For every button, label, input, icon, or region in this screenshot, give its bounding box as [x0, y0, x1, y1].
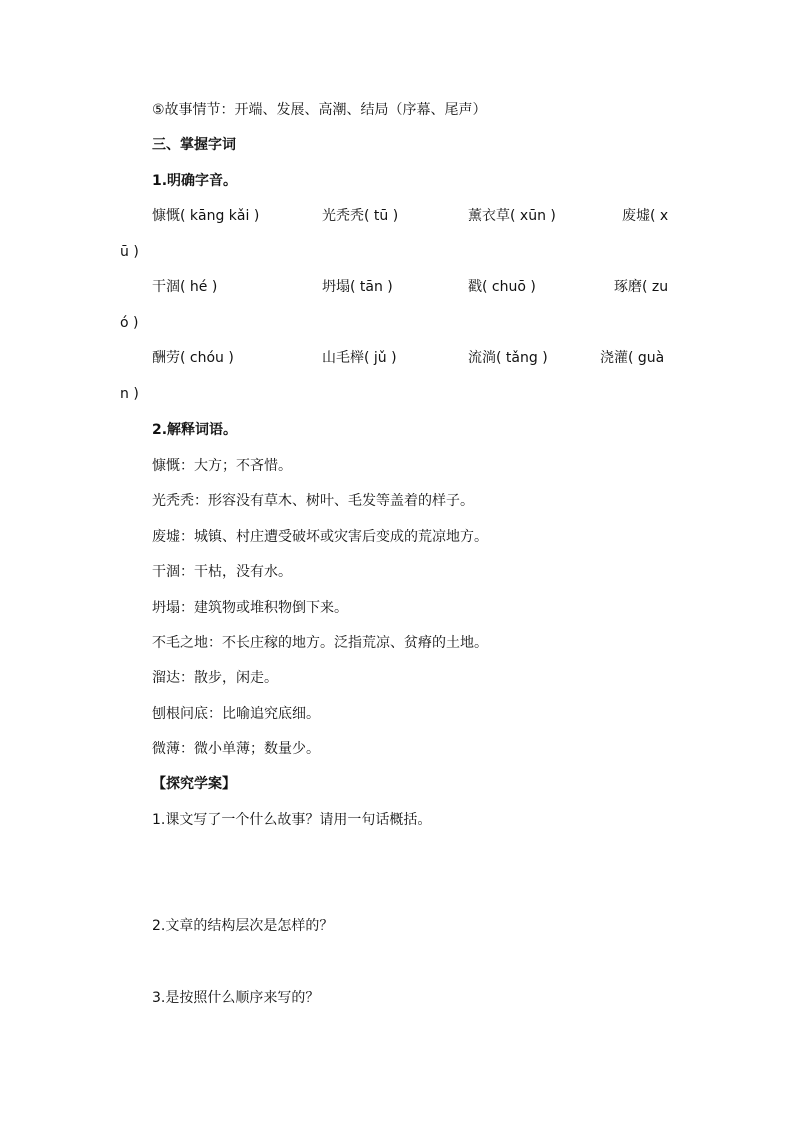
explore-question: 2.文章的结构层次是怎样的？	[152, 918, 334, 934]
pinyin-item: 浇灌( guà	[600, 350, 665, 366]
pinyin-item: 坍塌( tān )	[322, 279, 393, 295]
section3-heading: 三、掌握字词	[152, 137, 236, 153]
explore-heading: 【探究学案】	[152, 776, 236, 792]
pinyin-item: 琢磨( zu	[614, 279, 669, 295]
vocab-entry: 废墟：城镇、村庄遭受破坏或灾害后变成的荒凉地方。	[152, 529, 488, 545]
vocab-entry: 慷慨：大方；不吝惜。	[152, 458, 292, 474]
vocab-entry: 光秃秃：形容没有草木、树叶、毛发等盖着的样子。	[152, 493, 474, 509]
pinyin-wrap-tail: ó )	[120, 315, 139, 331]
vocab-entry: 不毛之地：不长庄稼的地方。泛指荒凉、贫瘠的土地。	[152, 635, 488, 651]
pinyin-item: 慷慨( kāng kǎi )	[152, 208, 260, 224]
pinyin-item: 山毛榉( jǔ )	[322, 350, 397, 366]
vocab-entry: 溜达：散步，闲走。	[152, 670, 278, 686]
vocabulary-heading: 2.解释词语。	[152, 422, 238, 438]
pinyin-item: 流淌( tǎng )	[468, 350, 548, 366]
pinyin-item: 光秃秃( tū )	[322, 208, 399, 224]
pinyin-item: 干涸( hé )	[152, 279, 218, 295]
pinyin-item: 薰衣草( xūn )	[468, 208, 556, 224]
story-plot-line: ⑤故事情节：开端、发展、高潮、结局（序幕、尾声）	[152, 102, 487, 118]
vocab-entry: 坍塌：建筑物或堆积物倒下来。	[152, 600, 348, 616]
pinyin-item: 酬劳( chóu )	[152, 350, 234, 366]
vocab-entry: 刨根问底：比喻追究底细。	[152, 706, 320, 722]
pinyin-wrap-tail: n )	[120, 386, 139, 402]
vocab-entry: 干涸：干枯，没有水。	[152, 564, 292, 580]
vocab-entry: 微薄：微小单薄；数量少。	[152, 741, 320, 757]
pronunciation-heading: 1.明确字音。	[152, 173, 238, 189]
explore-question: 1.课文写了一个什么故事？请用一句话概括。	[152, 812, 432, 828]
pinyin-item: 废墟( x	[622, 208, 669, 224]
pinyin-item: 戳( chuō )	[468, 279, 536, 295]
pinyin-wrap-tail: ū )	[120, 244, 139, 260]
explore-question: 3.是按照什么顺序来写的？	[152, 990, 320, 1006]
